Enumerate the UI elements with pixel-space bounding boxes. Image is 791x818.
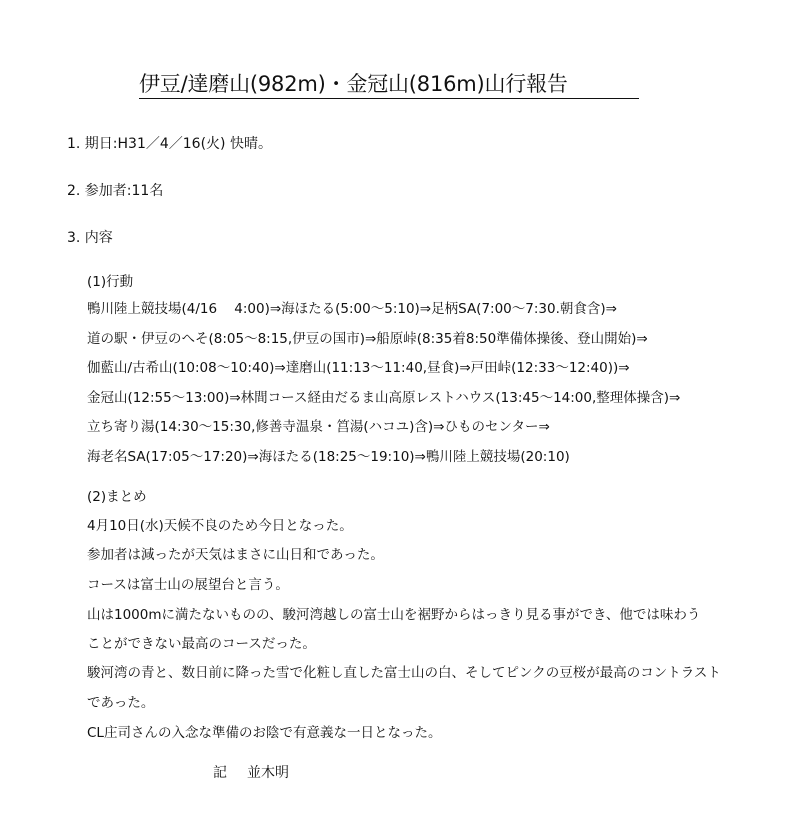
action-line: 道の駅・伊豆のへそ(8:05～8:15,伊豆の国市)⇒船原峠(8:35着8:50準備体操後、登山開始)⇒ <box>87 331 648 347</box>
action-heading: (1)行動 <box>87 274 134 290</box>
action-line: 伽藍山/古希山(10:08～10:40)⇒達磨山(11:13～11:40,昼食)⇒戸田峠(12:33～12:40))⇒ <box>87 360 630 376</box>
summary-line: コースは富士山の展望台と言う。 <box>87 577 289 593</box>
action-line: 金冠山(12:55～13:00)⇒林間コース経由だるま山高原レストハウス(13:45～14:00,整理体操含)⇒ <box>87 390 681 406</box>
action-line: 海老名SA(17:05～17:20)⇒海ほたる(18:25～19:10)⇒鴨川陸上競技場(20:10) <box>87 449 570 465</box>
summary-line: であった。 <box>87 695 155 711</box>
summary-heading: (2)まとめ <box>87 489 147 505</box>
report-title: 伊豆/達磨山(982m)・金冠山(816m)山行報告 <box>139 70 639 99</box>
summary-line: CL庄司さんの入念な準備のお陰で有意義な一日となった。 <box>87 725 442 741</box>
signature <box>213 764 289 782</box>
summary-line: 4月10日(水)天候不良のため今日となった。 <box>87 518 353 534</box>
section-participants: 2. 参加者:11名 <box>67 183 164 199</box>
signature-name: 並木明 <box>247 765 289 781</box>
summary-line: ことができない最高のコースだった。 <box>87 636 316 652</box>
summary-line: 駿河湾の青と、数日前に降った雪で化粧し直した富士山の白、そしてピンクの豆桜が最高のコントラスト <box>87 665 721 681</box>
summary-line: 参加者は減ったが天気はまさに山日和であった。 <box>87 547 384 563</box>
action-line: 鴨川陸上競技場(4/16 4:00)⇒海ほたる(5:00～5:10)⇒足柄SA(7:00～7:30.朝食含)⇒ <box>87 301 617 317</box>
action-line: 立ち寄り湯(14:30～15:30,修善寺温泉・筥湯(ハコユ)含)⇒ひものセンター⇒ <box>87 419 550 435</box>
summary-line: 山は1000mに満たないものの、駿河湾越しの富士山を裾野からはっきり見る事ができ、他では味わう <box>87 607 701 623</box>
section-date: 1. 期日:H31／4／16(火) 快晴。 <box>67 136 272 152</box>
signature-label: 記 <box>213 765 227 781</box>
section-contents: 3. 内容 <box>67 230 113 246</box>
